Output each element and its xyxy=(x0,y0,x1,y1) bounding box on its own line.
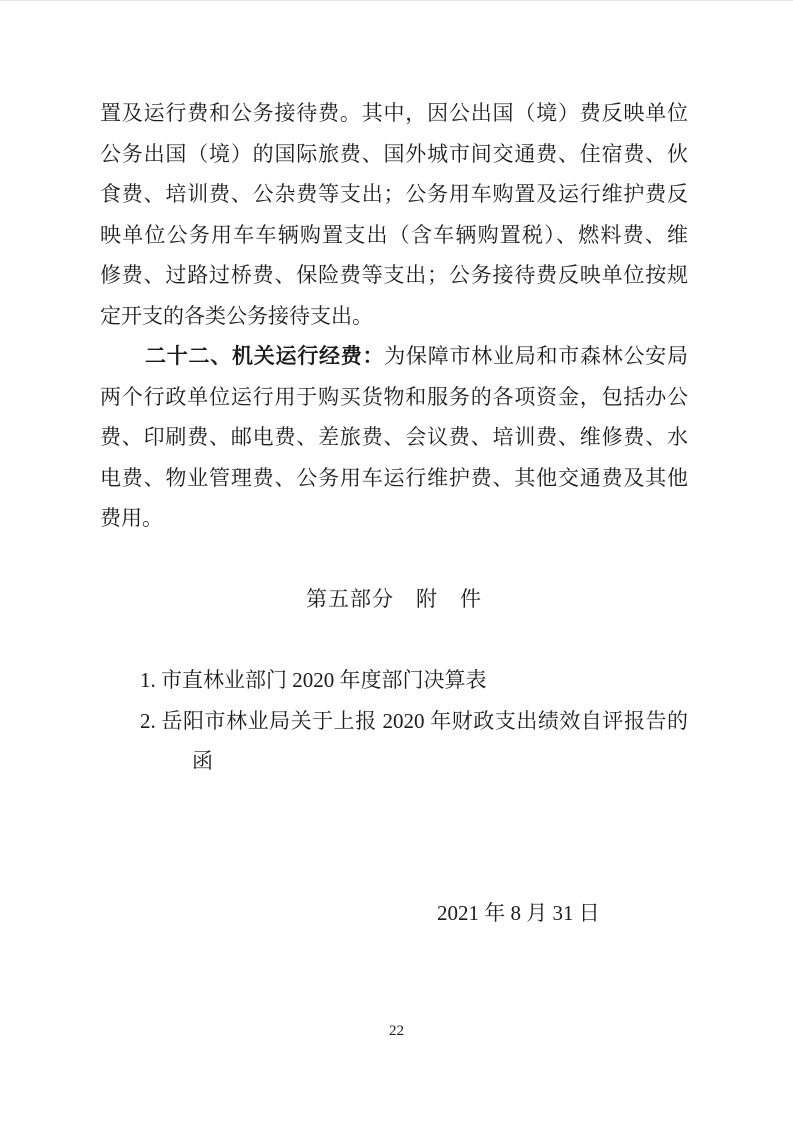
attachment-item-1: 1. 市直林业部门 2020 年度部门决算表 xyxy=(140,668,487,692)
text-line xyxy=(100,336,688,377)
document-body xyxy=(100,93,688,782)
text-line: 映单位公务用车车辆购置支出（含车辆购置税）、燃料费、维 xyxy=(100,222,688,247)
attachment-item-2-continuation: 函 xyxy=(192,749,213,773)
paragraph-lead-rest: 为保障市林业局和市森林公安局 xyxy=(384,344,688,368)
paragraph-agency-operating-funds xyxy=(100,336,688,539)
text-line: 费用。 xyxy=(100,506,163,530)
text-line: 费、印刷费、邮电费、差旅费、会议费、培训费、维修费、水 xyxy=(100,425,688,449)
text-line: 置及运行费和公务接待费。其中，因公出国（境）费反映单位 xyxy=(100,101,688,125)
text-line: 定开支的各类公务接待支出。 xyxy=(100,303,373,328)
page-number: 22 xyxy=(389,1023,404,1039)
spacer xyxy=(100,620,688,661)
text-line: 公务出国（境）的国际旅费、国外城市间交通费、住宿费、伙 xyxy=(100,141,688,166)
text-line: 食费、培训费、公杂费等支出；公务用车购置及运行维护费反 xyxy=(100,182,688,206)
attachments-list xyxy=(100,660,688,782)
spacer xyxy=(100,539,688,580)
attachment-item-2: 2. 岳阳市林业局关于上报 2020 年财政支出绩效自评报告的 xyxy=(140,708,688,733)
document-date: 2021 年 8 月 31 日 xyxy=(437,901,600,925)
text-line: 修费、过路过桥费、保险费等支出；公务接待费反映单位按规 xyxy=(100,263,688,287)
paragraph-lead-bold: 二十二、机关运行经费： xyxy=(145,344,385,368)
text-line: 电费、物业管理费、公务用车运行维护费、其他交通费及其他 xyxy=(100,465,688,490)
section-heading-part-five-attachments: 第五部分 附 件 xyxy=(306,587,482,611)
text-line: 两个行政单位运行用于购买货物和服务的各项资金，包括办公 xyxy=(100,384,688,409)
paragraph-three-public-expenses xyxy=(100,93,688,336)
